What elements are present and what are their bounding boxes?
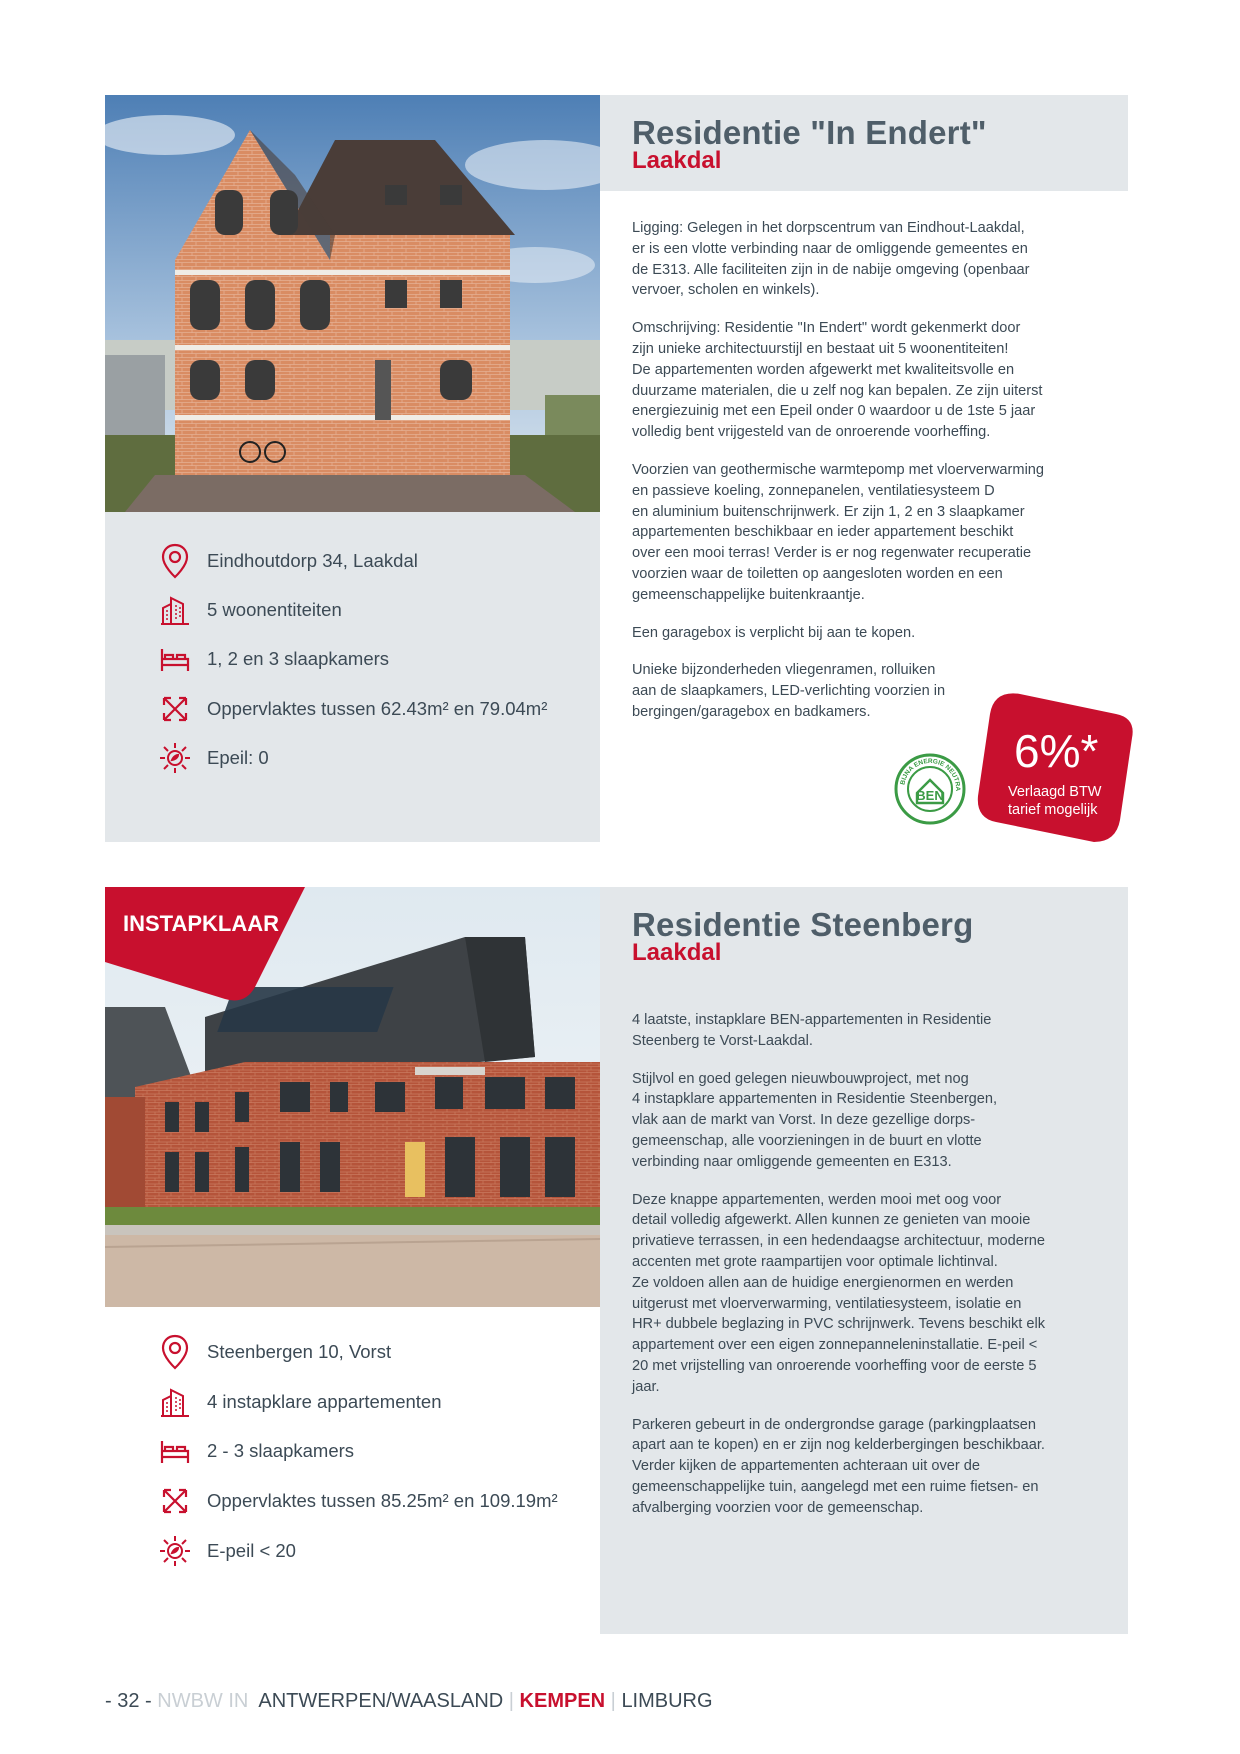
paragraph: Voorzien van geothermische warmtepomp met vloerverwarming en passieve koeling, zonnepanelen, ventilatiesysteem D en aluminium buitenschrijnwerk. Er zijn 1, 2 en 3 slaapkamer appartementen beschikbaar en ieder appartement beschikt over een mooi terras! Verder is er nog regenwater recuperatie voorzien waar de toiletten op aangesloten worden en een gemeenschappelijke buitenkraantje. bbox=[632, 461, 1045, 603]
ben-badge-ring-text: BIJNA ENERGIE NEUTRA bbox=[899, 757, 962, 792]
building-icon bbox=[157, 592, 193, 628]
page-footer: - 32 - NWBW IN ANTWERPEN/WAASLAND | KEMPEN | LIMBURG bbox=[105, 1690, 713, 1712]
feature-area bbox=[157, 691, 547, 727]
feature-bedrooms bbox=[157, 1433, 354, 1469]
feature-epeil bbox=[157, 740, 269, 776]
vat-badge bbox=[970, 690, 1140, 855]
project-2-title: Residentie Steenberg bbox=[632, 906, 974, 943]
feature-address bbox=[157, 543, 418, 579]
project-2-description bbox=[632, 1010, 1102, 1536]
footer-brand: NWBW IN bbox=[157, 1690, 249, 1712]
paragraph: 4 laatste, instapklare BEN-appartementen in Residentie Steenberg te Vorst-Laakdal. bbox=[632, 1012, 992, 1049]
feature-text: 4 instapklare appartementen bbox=[207, 1391, 442, 1412]
feature-text: Oppervlaktes tussen 62.43m² en 79.04m² bbox=[207, 698, 548, 719]
feature-bedrooms bbox=[157, 641, 389, 677]
project-1-location: Laakdal bbox=[632, 147, 722, 174]
feature-text: Epeil: 0 bbox=[207, 747, 269, 768]
instapklaar-ribbon bbox=[105, 887, 305, 1005]
feature-units bbox=[157, 592, 342, 628]
instapklaar-label: INSTAPKLAAR bbox=[123, 911, 280, 936]
footer-region-antwerpen[interactable]: ANTWERPEN/WAASLAND bbox=[258, 1690, 504, 1712]
project-1-title: Residentie "In Endert" bbox=[632, 114, 987, 151]
building-icon bbox=[157, 1384, 193, 1420]
paragraph: Omschrijving: Residentie "In Endert" wordt gekenmerkt door zijn unieke architectuurstijl en bestaat uit 5 woonentiteiten! De appartementen worden afgewerkt met kwaliteitsvolle en duurzame materialen, die u zelf nog kan bepalen. Ze zijn uiterst energiezuinig met een Epeil onder 0 waardoor u de 1ste 5 jaar volledig bent vrijgesteld van de onroerende voorheffing. bbox=[632, 320, 1043, 441]
feature-area bbox=[157, 1483, 558, 1519]
paragraph: Unieke bijzonderheden vliegenramen, rolluiken aan de slaapkamers, LED-verlichting voorzien in bergingen/garagebox en badkamers. bbox=[632, 662, 946, 720]
feature-units bbox=[157, 1384, 441, 1420]
project-1-photo bbox=[105, 95, 600, 512]
feature-address bbox=[157, 1334, 391, 1370]
project-2-location: Laakdal bbox=[632, 939, 722, 966]
location-pin-icon bbox=[157, 1334, 193, 1370]
location-pin-icon bbox=[157, 543, 193, 579]
footer-region-limburg[interactable]: LIMBURG bbox=[621, 1690, 713, 1712]
ben-badge bbox=[894, 753, 966, 825]
paragraph: Stijlvol en goed gelegen nieuwbouwproject, met nog 4 instapklare appartementen in Residentie Steenbergen, vlak aan de markt van Vorst. In deze gezellige dorps- gemeenschap, alle voorzieningen in de buurt en vlotte verbinding naar omliggende gemeenten en E313. bbox=[632, 1070, 998, 1170]
paragraph: Ligging: Gelegen in het dorpscentrum van Eindhout-Laakdal, er is een vlotte verbinding naar de omliggende gemeentes en de E313. Alle faciliteiten zijn in de nabije omgeving (openbaar vervoer, scholen en winkels). bbox=[632, 220, 1030, 299]
feature-text: 2 - 3 slaapkamers bbox=[207, 1440, 355, 1461]
project-1-description bbox=[632, 218, 1102, 740]
footer-region-kempen[interactable]: KEMPEN bbox=[519, 1690, 606, 1712]
feature-text: 1, 2 en 3 slaapkamers bbox=[207, 648, 390, 669]
feature-text: Oppervlaktes tussen 85.25m² en 109.19m² bbox=[207, 1490, 558, 1511]
page-number: - 32 - bbox=[105, 1690, 152, 1712]
expand-arrows-icon bbox=[157, 1483, 193, 1519]
energy-sun-icon bbox=[157, 740, 193, 776]
paragraph: Een garagebox is verplicht bij aan te kopen. bbox=[632, 624, 916, 641]
feature-text: E-peil < 20 bbox=[207, 1540, 296, 1561]
energy-sun-icon bbox=[157, 1533, 193, 1569]
feature-text: Eindhoutdorp 34, Laakdal bbox=[207, 550, 418, 571]
bed-icon bbox=[157, 641, 193, 677]
vat-badge-line1: Verlaagd BTW bbox=[1008, 784, 1102, 800]
feature-text: Steenbergen 10, Vorst bbox=[207, 1341, 392, 1362]
bed-icon bbox=[157, 1433, 193, 1469]
vat-badge-value: 6%* bbox=[1014, 725, 1099, 777]
paragraph: Parkeren gebeurt in de ondergrondse garage (parkingplaatsen apart aan te kopen) en er zijn nog kelderbergingen beschikbaar. Verder kijken de appartementen achteraan uit over de gemeenschappelijke tuin, aangelegd met een ruime fietsen- en afvalberging voorzien voor de gemeenschap. bbox=[632, 1416, 1045, 1516]
feature-epeil bbox=[157, 1533, 296, 1569]
ben-badge-label: BEN bbox=[916, 788, 944, 803]
vat-badge-line2: tarief mogelijk bbox=[1008, 802, 1098, 818]
paragraph: Deze knappe appartementen, werden mooi met oog voor detail volledig afgewerkt. Allen kunnen ze genieten van mooie privatieve terrassen, in een hedendaagse architectuur, moderne accenten met grote raampartijen voor optimale lichtinval. Ze voldoen allen aan de huidige energienormen en werden uitgerust met vloerverwarming, ventilatiesysteem, isolatie en HR+ dubbele beglazing in PVC schrijnwerk. Tevens beschikt elk appartement over een eigen zonnepanneleninstallatie. E-peil < 20 met vrijstelling van onroerende voorheffing voor de eerste 5 jaar. bbox=[632, 1191, 1046, 1395]
expand-arrows-icon bbox=[157, 691, 193, 727]
feature-text: 5 woonentiteiten bbox=[207, 599, 342, 620]
